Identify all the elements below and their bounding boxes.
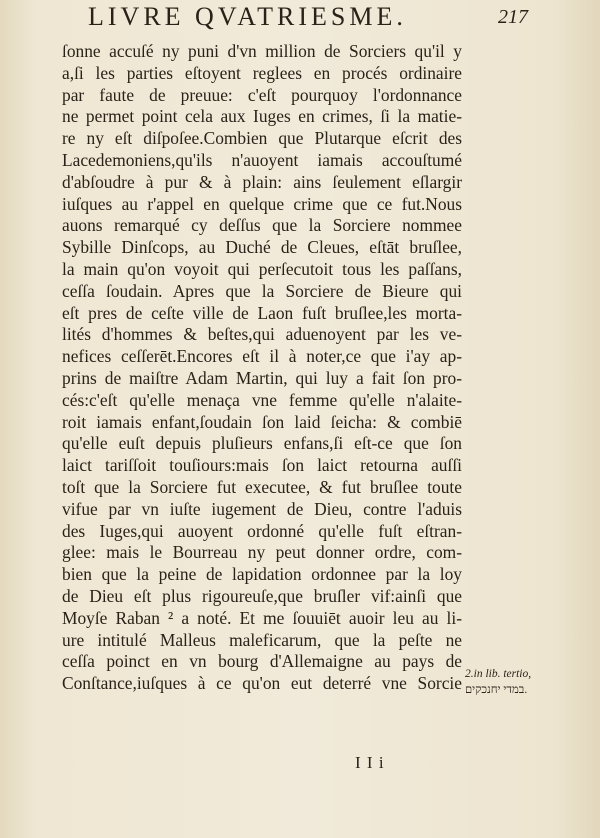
text-line: Sybille Dinſcops, au Duché de Cleues, eſtāt bruſlee, — [62, 237, 462, 258]
marginal-note-hebrew: במדי יחנכקים. — [465, 684, 528, 696]
text-line: nefices ceſſerēt.Encores eſt il à noter,ce que i'ay ap- — [62, 346, 462, 367]
text-line: Lacedemoniens,qu'ils n'auoyent iamais accouſtumé — [62, 149, 462, 170]
marginal-note — [465, 666, 595, 698]
text-line: lités d'hommes & beſtes,qui aduenoyent par les ve- — [62, 324, 462, 345]
text-line: roit iamais enfant,ſoudain ſon laid ſeicha: & combiē — [62, 411, 462, 432]
text-line: ceſſa poinct en vn bourg d'Allemaigne au pays de — [62, 651, 462, 672]
text-line: ſonne accuſé ny puni d'vn million de Sorciers qu'il y — [62, 41, 462, 61]
text-line: ure intitulé Malleus maleficarum, que la peſte ne — [62, 629, 462, 650]
text-line: vifue par vn iuſte iugement de Dieu, contre l'aduis — [62, 498, 462, 519]
text-line: eſt pres de ceſte ville de Laon fuſt bruſlee,les morta- — [62, 302, 462, 323]
signature-mark: I I i — [355, 753, 385, 772]
text-line: toſt que la Sorciere fut executee, & fut bruſlee toute — [62, 476, 462, 497]
text-line: la main qu'on voyoit qui perſecutoit tous les paſſans, — [62, 258, 462, 279]
text-line: ceſſa ſoudain. Apres que la Sorciere de Bieure qui — [62, 280, 462, 301]
text-line: cés:c'eſt qu'elle menaça vne femme qu'elle n'alaite- — [62, 389, 462, 410]
text-line: ne permet point cela aux Iuges en crimes, ſi la matie- — [62, 106, 462, 127]
text-line: qu'elle euſt depuis pluſieurs enfans,ſi eſt-ce que ſon — [62, 433, 462, 454]
text-line: Conſtance,iuſques à ce qu'on eut deterré vne Sorcie — [62, 673, 462, 694]
text-line: prins de maiſtre Adam Martin, qui luy a fait ſon pro- — [62, 367, 462, 388]
page-number: 217 — [498, 6, 528, 28]
text-line: des Iuges,qui auoyent ordonné qu'elle fuſt eſtran- — [62, 520, 462, 541]
text-line: glee: mais le Bourreau ny peut donner ordre, com- — [62, 542, 462, 563]
marginal-note-latin: 2.in lib. tertio, — [465, 668, 532, 680]
text-line: auons remarqué cy deſſus que la Sorciere nommee — [62, 215, 462, 236]
text-line: bien que la peine de lapidation ordonnee par la loy — [62, 564, 462, 585]
running-head: LIVRE QVATRIESME. — [88, 2, 407, 31]
text-line: par faute de preuue: c'eſt pourquoy l'ordonnance — [62, 84, 462, 105]
text-line: a,ſi les parties eſtoyent reglees en procés ordinaire — [62, 62, 462, 83]
text-line: laict tariſſoit touſiours:mais ſon laict retourna auſſi — [62, 455, 462, 476]
text-line: d'abſoudre à pur & à plain: ains ſeulement eſlargir — [62, 171, 462, 192]
text-line: de Dieu eſt plus rigoureuſe,que bruſler vif:ainſi que — [62, 585, 462, 606]
body-text — [62, 41, 462, 695]
text-line: re ny eſt diſpoſee.Combien que Plutarque eſcrit des — [62, 128, 462, 149]
text-line: Moyſe Raban ² a noté. Et me ſouuiēt auoir leu au li- — [62, 607, 462, 628]
page-header — [88, 2, 528, 42]
text-line: iuſques au r'appel en quelque crime que ce fut.Nous — [62, 193, 462, 214]
